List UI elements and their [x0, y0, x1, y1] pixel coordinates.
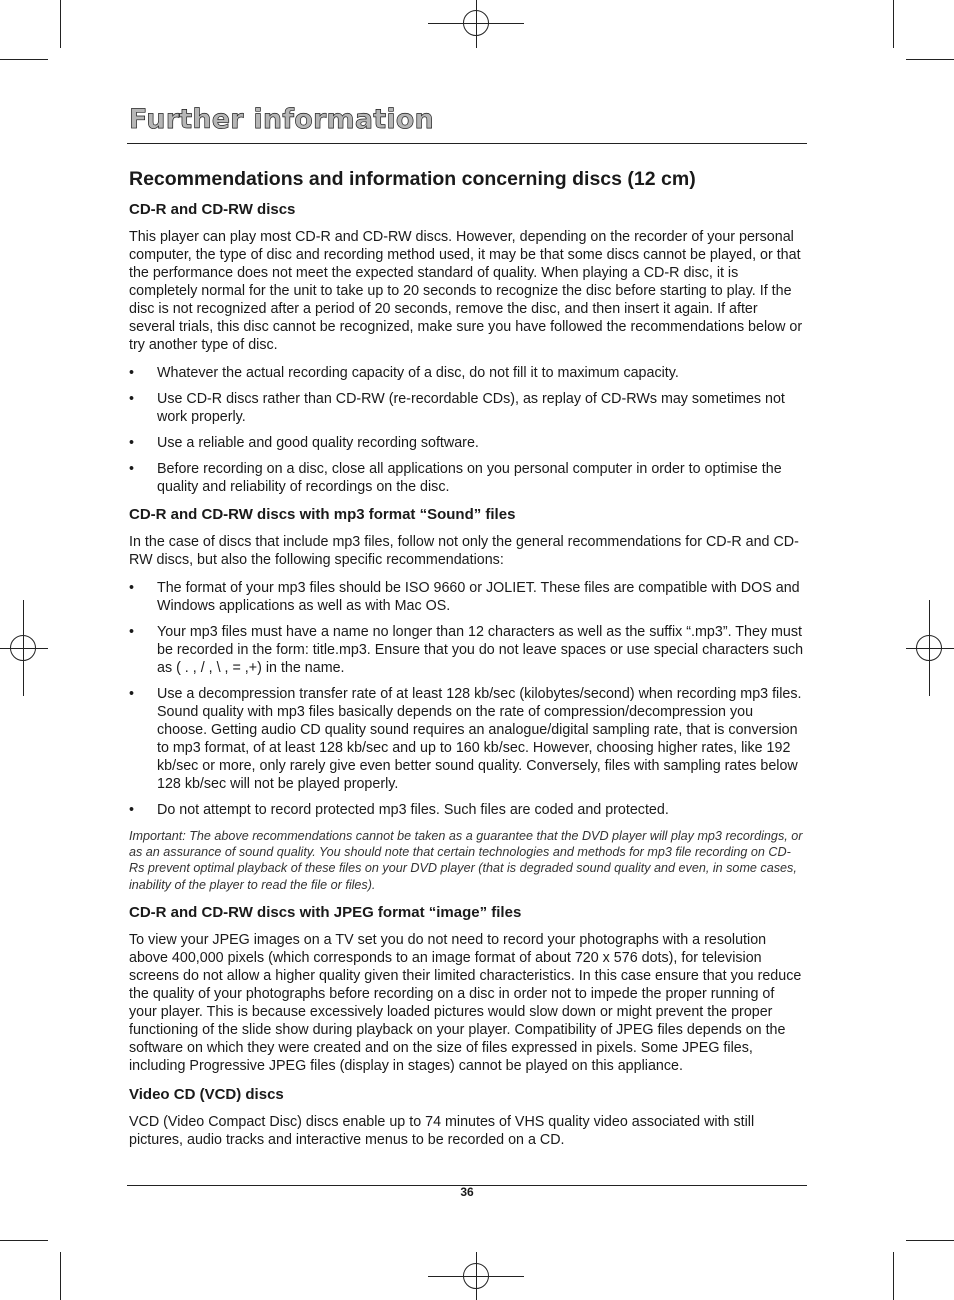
page-title: Further information: [129, 104, 434, 135]
list-item: • Use a reliable and good quality recording software.: [129, 434, 805, 452]
page-number: 36: [460, 1185, 474, 1199]
section-heading-jpeg: CD-R and CD-RW discs with JPEG format “image” files: [129, 903, 522, 921]
section-heading-vcd: Video CD (VCD) discs: [129, 1085, 284, 1103]
section-paragraph: In the case of discs that include mp3 files, follow not only the general recommendations for CD-R and CD-RW discs, but also the following specific recommendations:: [129, 534, 799, 568]
title-divider: [127, 143, 807, 144]
list-item: • Use a decompression transfer rate of at least 128 kb/sec (kilobytes/second) when recording mp3 files. Sound quality with mp3 files basically depends on the rate of compression/decompression you choose. Getting audio CD quality sound requires an analogue/digital sampling rate, that is conversion to mp3 format, of at least 128 kb/sec and up to 160 kb/sec. However, choosing higher rates, like 192 kb/sec or more, only rarely give even better sound quality. Conversely, files with sampling rates below 128 kb/sec will not be played properly.: [129, 685, 805, 793]
list-item: • Whatever the actual recording capacity of a disc, do not fill it to maximum capacity.: [129, 364, 805, 382]
section-paragraph: This player can play most CD-R and CD-RW discs. However, depending on the recorder of your personal computer, the type of disc and recording method used, it may be that some discs cannot be played, or that the performance does not meet the expected standard of quality. When playing a CD-R disc, it is completely normal for the unit to take up to 20 seconds to recognize the disc before starting to play. If the disc is not recognized after a period of 20 seconds, remove the disc, and then insert it again. If after several trials, this disc cannot be recognized, make sure you have followed the recommendations below or try another type of disc.: [129, 229, 803, 353]
list-item: • The format of your mp3 files should be ISO 9660 or JOLIET. These files are compatible with DOS and Windows applications as well as with Mac OS.: [129, 579, 805, 615]
main-content: [129, 167, 805, 1159]
important-note: Important: The above recommendations cannot be taken as a guarantee that the DVD player will play mp3 recordings, or as an assurance of sound quality. You should note that certain technologies and methods for mp3 file recording on CD-Rs prevent optimal playback of these files on your DVD player (that is degraded sound quality and even, in some cases, inability of the player to read the file or files).: [129, 829, 803, 892]
list-item: • Use CD-R discs rather than CD-RW (re-recordable CDs), as replay of CD-RWs may sometimes not work properly.: [129, 390, 805, 426]
bullet-list: [129, 579, 805, 819]
section-paragraph: To view your JPEG images on a TV set you do not need to record your photographs with a resolution above 400,000 pixels (which corresponds to an image format of about 720 x 576 dots), for television screens do not allow a higher quality given their limited characteristics. In this case ensure that you reduce the quality of your photographs before recording on a disc in order not to impede the proper running of your player. This is because excessively loaded pictures would slow down or might prevent the proper functioning of the slide show during playback on your player. Compatibility of JPEG files depends on the software on which they were created and on the size of files expressed in pixels. Some JPEG files, including Progressive JPEG files (display in stages) cannot be played on this appliance.: [129, 931, 802, 1074]
list-item: • Your mp3 files must have a name no longer than 12 characters as well as the suffix “.mp3”. They must be recorded in the form: title.mp3. Ensure that you do not leave spaces or use special characters such as ( . , / , \ , = ,+) in the name.: [129, 623, 805, 677]
section-heading-mp3: CD-R and CD-RW discs with mp3 format “Sound” files: [129, 506, 516, 523]
main-heading: Recommendations and information concerning discs (12 cm): [129, 168, 696, 190]
list-item: • Before recording on a disc, close all applications on you personal computer in order to optimise the quality and reliability of recordings on the disc.: [129, 460, 805, 496]
section-paragraph: VCD (Video Compact Disc) discs enable up to 74 minutes of VHS quality video associated with still pictures, audio tracks and interactive menus to be recorded on a CD.: [129, 1113, 755, 1148]
section-heading-cdr-cdrw: CD-R and CD-RW discs: [129, 201, 296, 218]
bullet-list: [129, 364, 805, 496]
list-item: • Do not attempt to record protected mp3 files. Such files are coded and protected.: [129, 801, 805, 819]
